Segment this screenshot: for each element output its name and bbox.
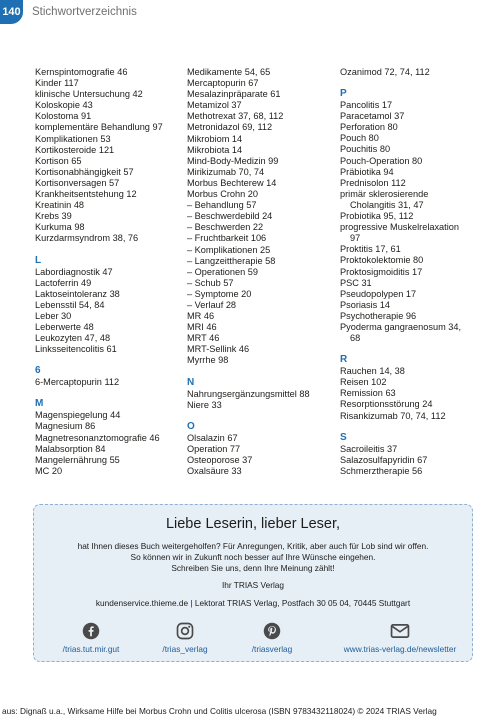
index-entry: Komplikationen 53 xyxy=(35,133,111,144)
section-letter-l: L xyxy=(35,254,42,266)
running-head: Stichwortverzeichnis xyxy=(32,6,137,18)
index-entry: Remission 63 xyxy=(340,388,396,399)
index-entry: Leukozyten 47, 48 xyxy=(35,333,111,344)
index-entry: Pseudopolypen 17 xyxy=(340,288,417,299)
index-entry: Pouch-Operation 80 xyxy=(340,155,423,166)
index-entry: Mikrobiom 14 xyxy=(187,133,243,144)
index-entry: 6-Mercaptopurin 112 xyxy=(35,377,120,388)
index-entry: Kortisonversagen 57 xyxy=(35,177,120,188)
newsletter-label: www.trias-verlag.de/newsletter xyxy=(343,644,457,654)
facebook-icon xyxy=(82,622,100,640)
index-entry-continuation: 68 xyxy=(350,333,361,344)
index-entry: Mind-Body-Medizin 99 xyxy=(187,155,279,166)
box-body xyxy=(34,541,472,575)
section-letter-6: 6 xyxy=(35,365,41,377)
index-entry: – Schub 57 xyxy=(187,277,234,288)
index-entry xyxy=(340,222,470,244)
index-entry-group xyxy=(340,366,470,421)
box-signature: Ihr TRIAS Verlag xyxy=(221,579,285,590)
index-entry-text: primär sklerosierende xyxy=(340,188,429,199)
index-entry: MR 46 xyxy=(187,311,215,322)
index-entry: Koloskopie 43 xyxy=(35,100,93,111)
index-entry: Rauchen 14, 38 xyxy=(340,366,405,377)
index-entry-group xyxy=(35,410,185,477)
index-entry: Niere 33 xyxy=(187,399,222,410)
index-entry: Mangelernährung 55 xyxy=(35,454,120,465)
footer-citation: aus: Dignaß u.a., Wirksame Hilfe bei Morbus Crohn und Colitis ulcerosa (ISBN 9783432118024) © 2024 TRIAS Verlag xyxy=(2,706,437,716)
index-entry-group xyxy=(35,377,185,388)
pinterest-link[interactable] xyxy=(239,622,305,654)
box-title: Liebe Leserin, lieber Leser, xyxy=(165,516,341,532)
index-entry: Magnetresonanztomografie 46 xyxy=(35,432,160,443)
index-column-1 xyxy=(35,67,185,477)
index-entry-group xyxy=(35,67,185,245)
index-entry-text: progressive Muskelrelaxation xyxy=(340,222,459,233)
index-entry: Kernspintomografie 46 xyxy=(35,67,128,77)
index-entry: Schmerztherapie 56 xyxy=(340,465,423,476)
section-letter-r: R xyxy=(340,354,348,366)
index-entry: Oxalsäure 33 xyxy=(187,466,242,476)
index-entry: Probiotika 95, 112 xyxy=(340,211,414,222)
box-line-1: hat Ihnen dieses Buch weitergeholfen? Für Anregungen, Kritik, aber auch für Lob sind wir offen. xyxy=(77,541,429,551)
index-entry: Proktosigmoiditis 17 xyxy=(340,266,423,277)
index-entry: Laktoseintoleranz 38 xyxy=(35,288,120,299)
index-entry: Morbus Crohn 20 xyxy=(187,189,258,200)
index-entry-group xyxy=(340,100,470,189)
index-entry-group xyxy=(187,433,335,477)
newsletter-link[interactable] xyxy=(330,622,470,654)
index-entry: Morbus Bechterew 14 xyxy=(187,177,277,188)
index-entry: Kurzdarmsyndrom 38, 76 xyxy=(35,233,139,244)
index-entry: Pouch 80 xyxy=(340,133,379,144)
index-entry: Lactoferrin 49 xyxy=(35,277,92,288)
index-entry: Operation 77 xyxy=(187,443,241,454)
index-entry: – Operationen 59 xyxy=(187,266,259,277)
index-entry: Labordiagnostik 47 xyxy=(35,266,113,277)
index-entry: Perforation 80 xyxy=(340,122,398,133)
index-entry: Resorptionsstörung 24 xyxy=(340,399,433,410)
index-entry: Salazosulfapyridin 67 xyxy=(340,454,428,465)
box-contact: kundenservice.thieme.de | Lektorat TRIAS Verlag, Postfach 30 05 04, 70445 Stuttgart xyxy=(95,597,411,608)
index-entry: Psoriasis 14 xyxy=(340,299,391,310)
index-entry: Olsalazin 67 xyxy=(187,432,238,443)
index-column-2 xyxy=(187,67,335,477)
index-entry: Präbiotika 94 xyxy=(340,166,394,177)
index-entry: Mikrobiota 14 xyxy=(187,144,243,155)
section-letter-o: O xyxy=(187,420,195,432)
box-line-3: Schreiben Sie uns, denn Ihre Meinung zählt! xyxy=(171,563,335,574)
index-column-3 xyxy=(340,67,470,477)
index-entry: – Symptome 20 xyxy=(187,288,252,299)
index-entry: Reisen 102 xyxy=(340,377,387,388)
index-entry: Mercaptopurin 67 xyxy=(187,78,259,89)
index-entry: Malabsorption 84 xyxy=(35,443,106,454)
index-entry: Krebs 39 xyxy=(35,211,72,222)
index-entry: – Beschwerden 22 xyxy=(187,222,264,233)
index-entry: Kolostoma 91 xyxy=(35,111,92,122)
index-entry: komplementäre Behandlung 97 xyxy=(35,122,163,133)
index-entry: MC 20 xyxy=(35,465,63,476)
index-entry: – Komplikationen 25 xyxy=(187,244,271,255)
index-entry-group xyxy=(340,444,470,477)
pinterest-label: /triasverlag xyxy=(251,644,293,654)
index-entry: Paracetamol 37 xyxy=(340,111,405,122)
pinterest-icon xyxy=(263,622,281,640)
index-entry: Kortison 65 xyxy=(35,155,82,166)
index-entry: – Langzeittherapie 58 xyxy=(187,255,276,266)
index-entry xyxy=(340,322,470,344)
index-entry: Myrrhe 98 xyxy=(187,355,229,366)
index-entry: MRT-Sellink 46 xyxy=(187,344,250,355)
index-entry: Nahrungsergänzungsmittel 88 xyxy=(187,388,310,399)
index-entry: Mesalazinpräparate 61 xyxy=(187,89,281,100)
index-entry: Lebensstil 54, 84 xyxy=(35,299,105,310)
index-entry: Proktokolektomie 80 xyxy=(340,255,424,266)
index-entry: – Fruchtbarkeit 106 xyxy=(187,233,267,244)
index-entry-group xyxy=(340,211,470,222)
index-entry: Proktitis 17, 61 xyxy=(340,244,401,255)
index-entry-group xyxy=(340,244,470,322)
index-entry: Pancolitis 17 xyxy=(340,100,393,111)
page-number-badge xyxy=(0,0,23,24)
index-entry-group xyxy=(340,67,470,78)
index-entry: Leberwerte 48 xyxy=(35,321,94,332)
index-entry-group xyxy=(35,267,185,356)
index-entry: MRI 46 xyxy=(187,322,217,333)
mail-icon xyxy=(390,622,410,640)
index-entry: Ozanimod 72, 74, 112 xyxy=(340,67,430,77)
index-entry: Psychotherapie 96 xyxy=(340,310,417,321)
index-entry: – Beschwerdebild 24 xyxy=(187,211,273,222)
index-entry-text: Pyoderma gangraenosum 34, xyxy=(340,321,462,332)
index-entry: Leber 30 xyxy=(35,310,72,321)
index-entry-continuation: Cholangitis 31, 47 xyxy=(350,199,424,210)
index-entry: Kurkuma 98 xyxy=(35,222,85,233)
index-entry: Magenspiegelung 44 xyxy=(35,410,121,421)
index-entry xyxy=(340,189,470,211)
index-entry: Medikamente 54, 65 xyxy=(187,67,271,77)
page-number: 140 xyxy=(2,6,21,18)
social-links xyxy=(34,622,472,662)
section-letter-p: P xyxy=(340,88,347,100)
section-letter-n: N xyxy=(187,376,195,388)
index-entry: klinische Untersuchung 42 xyxy=(35,89,143,100)
index-entry: Prednisolon 112 xyxy=(340,177,406,188)
index-entry: Metamizol 37 xyxy=(187,100,242,111)
box-line-2: So können wir in Zukunft noch besser auf Ihre Wünsche eingehen. xyxy=(130,552,376,563)
index-entry: MRT 46 xyxy=(187,333,220,344)
index-entry: Linksseitencolitis 61 xyxy=(35,344,117,355)
index-entry-group xyxy=(187,389,335,411)
index-entry: – Behandlung 57 xyxy=(187,200,257,211)
index-entry: Methotrexat 37, 68, 112 xyxy=(187,111,284,122)
facebook-label: /trias.tut.mir.gut xyxy=(62,644,120,654)
instagram-label: /trias_verlag xyxy=(162,644,208,654)
instagram-link[interactable] xyxy=(152,622,218,654)
index-entry-group xyxy=(187,67,335,367)
index-entry: Kinder 117 xyxy=(35,78,79,89)
index-entry: Osteoporose 37 xyxy=(187,454,253,465)
index-entry-continuation: 97 xyxy=(350,233,361,244)
index-entry: Sacroileitis 37 xyxy=(340,443,398,454)
index-entry: – Verlauf 28 xyxy=(187,299,237,310)
index-entry: Mirikizumab 70, 74 xyxy=(187,166,265,177)
index-entry: Krankheitsentstehung 12 xyxy=(35,189,137,200)
index-entry: Magnesium 86 xyxy=(35,421,96,432)
index-entry: Kreatinin 48 xyxy=(35,200,85,211)
section-letter-m: M xyxy=(35,398,44,410)
index-entry: Kortikosteroide 121 xyxy=(35,144,115,155)
index-entry: Metronidazol 69, 112 xyxy=(187,122,273,133)
index-entry: PSC 31 xyxy=(340,277,372,288)
section-letter-s: S xyxy=(340,431,347,443)
index-entry: Kortisonabhängigkeit 57 xyxy=(35,166,134,177)
index-entry: Risankizumab 70, 74, 112 xyxy=(340,410,446,421)
facebook-link[interactable] xyxy=(56,622,126,654)
instagram-icon xyxy=(176,622,194,640)
reader-feedback-box xyxy=(33,504,473,662)
index-entry: Pouchitis 80 xyxy=(340,144,391,155)
